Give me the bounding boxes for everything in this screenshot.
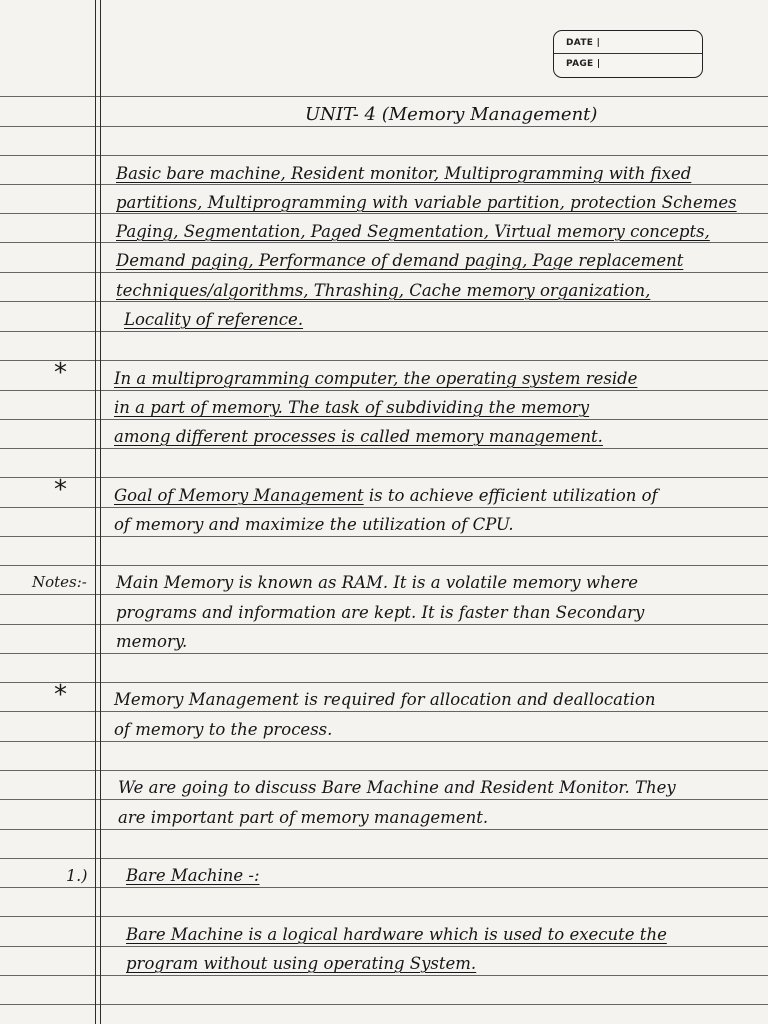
paragraph-line: Main Memory is known as RAM. It is a volatile memory where [116,573,639,592]
date-page-box [553,30,703,78]
ruled-line [0,858,768,859]
paragraph-line: in a part of memory. The task of subdividing the memory [114,398,590,417]
ruled-line [0,331,768,332]
syllabus-line: Locality of reference. [124,310,304,329]
goal-text: is to achieve efficient utilization of [363,486,658,505]
ruled-line [0,360,768,361]
page-label: PAGE | [566,59,601,69]
paragraph-line: In a multiprogramming computer, the operating system reside [114,369,638,388]
ruled-line [0,448,768,449]
section-heading: Bare Machine -: [126,866,260,885]
margin-line [95,0,96,1024]
ruled-line [0,419,768,420]
ruled-line [0,770,768,771]
section-number: 1.) [66,866,88,885]
ruled-line [0,653,768,654]
ruled-line [0,213,768,214]
ruled-line [0,477,768,478]
paragraph-line: Bare Machine is a logical hardware which is used to execute the [126,925,667,944]
ruled-line [0,799,768,800]
syllabus-line: techniques/algorithms, Thrashing, Cache memory organization, [116,281,651,300]
paragraph-line: of memory to the process. [114,720,333,739]
ruled-line [0,975,768,976]
ruled-line [0,741,768,742]
ruled-line [0,565,768,566]
notes-label: Notes:- [32,573,87,591]
ruled-line [0,301,768,302]
ruled-line [0,96,768,97]
paragraph-line: Memory Management is required for allocation and deallocation [114,690,656,709]
ruled-line [0,887,768,888]
paragraph-line: of memory and maximize the utilization of CPU. [114,515,514,534]
asterisk-marker: * [54,680,67,710]
syllabus-line: Paging, Segmentation, Paged Segmentation, Virtual memory concepts, [116,222,710,241]
paragraph-line: program without using operating System. [126,954,477,973]
page-title: UNIT- 4 (Memory Management) [305,104,598,125]
ruled-line [0,916,768,917]
ruled-line [0,594,768,595]
ruled-line [0,184,768,185]
ruled-line [0,507,768,508]
paragraph-line: among different processes is called memory management. [114,427,603,446]
asterisk-marker: * [54,358,67,388]
ruled-line [0,1004,768,1005]
paragraph-line: We are going to discuss Bare Machine and Resident Monitor. They [118,778,676,797]
ruled-line [0,682,768,683]
ruled-line [0,126,768,127]
syllabus-line: Basic bare machine, Resident monitor, Multiprogramming with fixed [116,164,692,183]
paragraph-line: programs and information are kept. It is faster than Secondary [116,603,645,622]
paragraph-line: memory. [116,632,188,651]
ruled-line [0,829,768,830]
ruled-line [0,536,768,537]
ruled-line [0,946,768,947]
margin-line [100,0,101,1024]
goal-heading: Goal of Memory Management [114,486,364,505]
ruled-line [0,624,768,625]
syllabus-line: Demand paging, Performance of demand paging, Page replacement [116,251,684,270]
ruled-line [0,242,768,243]
ruled-line [0,711,768,712]
paragraph-line: are important part of memory management. [118,808,489,827]
date-label: DATE | [566,38,601,48]
paragraph-line [114,487,658,505]
syllabus-line: partitions, Multiprogramming with variable partition, protection Schemes [116,193,737,212]
ruled-line [0,272,768,273]
asterisk-marker: * [54,475,67,505]
ruled-line [0,390,768,391]
date-box-divider [554,53,702,54]
ruled-line [0,155,768,156]
